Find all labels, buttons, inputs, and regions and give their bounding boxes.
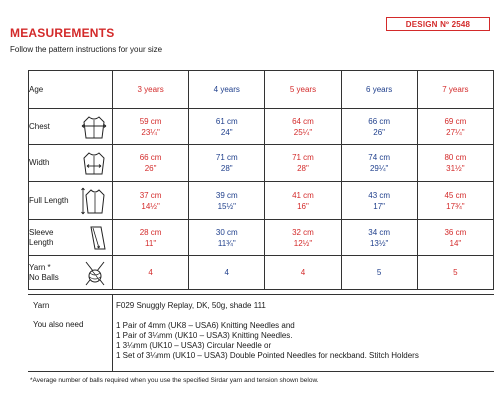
table-row-yarn-balls	[29, 256, 494, 290]
page-subtitle: Follow the pattern instructions for your size	[10, 45, 163, 54]
footnote: *Average number of balls required when you use the specified Sirdar yarn and tension shown below.	[30, 377, 319, 384]
balls-6: 5	[341, 256, 417, 290]
sleeve-icon	[86, 224, 108, 252]
age-label: Age	[29, 71, 113, 109]
width-label: Width	[29, 145, 113, 182]
chest-cm-3: 59 cm	[139, 116, 162, 126]
table-row-width	[29, 145, 494, 182]
also-need-label: You also need	[33, 320, 84, 329]
design-number-badge: DESIGN Nº 2548	[386, 17, 490, 31]
sleeve-length-label: Sleeve Length	[29, 220, 113, 256]
sleeve-cm-3: 28 cm	[139, 227, 162, 237]
measurements-table	[28, 70, 494, 290]
length-cm-7: 45 cm	[444, 190, 467, 200]
balls-5: 4	[265, 256, 341, 290]
chest-label: Chest	[29, 109, 113, 145]
column-divider	[112, 295, 113, 371]
length-in-3: 14½"	[141, 201, 160, 211]
materials-section	[28, 294, 494, 372]
length-cm-3: 37 cm	[139, 190, 162, 200]
sleeve-in-4: 11¾"	[217, 238, 236, 248]
table-row-chest	[29, 109, 494, 145]
table-row-age	[29, 71, 494, 109]
list-item: 1 Set of 3¼mm (UK10 – USA3) Double Pointed Needles for neckband. Stitch Holders	[116, 351, 419, 360]
width-cm-5: 71 cm	[292, 153, 314, 162]
yarn-label: Yarn	[33, 301, 50, 310]
width-cm-4: 71 cm	[215, 153, 238, 162]
balls-3: 4	[113, 256, 189, 290]
chest-cm-5: 64 cm	[292, 116, 314, 126]
sleeve-in-6: 13½"	[369, 238, 389, 248]
sleeve-in-7: 14"	[449, 238, 462, 248]
sleeve-in-3: 11"	[145, 238, 157, 248]
width-in-6: 29¼"	[369, 164, 389, 173]
width-in-4: 28"	[220, 164, 233, 173]
chest-sweater-icon	[80, 114, 108, 140]
width-cm-3: 66 cm	[139, 153, 162, 162]
length-in-6: 17"	[373, 201, 386, 211]
table-row-full-length	[29, 182, 494, 220]
length-in-4: 15½"	[217, 201, 236, 211]
width-in-7: 31½"	[446, 164, 465, 173]
chest-in-4: 24"	[220, 127, 233, 137]
sleeve-in-5: 12½"	[293, 238, 313, 248]
chest-cm-4: 61 cm	[215, 116, 238, 126]
chest-cm-7: 69 cm	[444, 116, 467, 126]
width-cm-6: 74 cm	[368, 153, 391, 162]
width-sweater-icon	[80, 150, 108, 176]
size-4-years: 4 years	[189, 71, 265, 109]
chest-in-7: 27¼"	[446, 127, 465, 137]
yarn-ball-needles-icon	[82, 259, 108, 287]
width-cm-7: 80 cm	[444, 153, 467, 162]
length-cm-4: 39 cm	[215, 190, 238, 200]
list-item: 1 Pair of 3¼mm (UK10 – USA3) Knitting Needles.	[116, 331, 293, 340]
full-length-label: Full Length	[29, 182, 113, 220]
sleeve-cm-7: 36 cm	[444, 227, 467, 237]
sleeve-cm-6: 34 cm	[368, 227, 391, 237]
yarn-value: F029 Snuggly Replay, DK, 50g, shade 111	[116, 301, 266, 310]
length-cm-6: 43 cm	[368, 190, 391, 200]
width-in-3: 26"	[144, 164, 157, 173]
yarn-balls-label: Yarn * No Balls	[29, 256, 113, 290]
list-item: 1 Pair of 4mm (UK8 – USA6) Knitting Needles and	[116, 321, 295, 330]
list-item: 1 3¼mm (UK10 – USA3) Circular Needle or	[116, 341, 272, 350]
table-row-sleeve-length	[29, 220, 494, 256]
length-in-5: 16"	[297, 201, 309, 211]
page-title: MEASUREMENTS	[10, 26, 115, 40]
balls-7: 5	[417, 256, 493, 290]
chest-in-5: 25¼"	[293, 127, 313, 137]
chest-in-6: 26"	[373, 127, 386, 137]
chest-in-3: 23¼"	[141, 127, 160, 137]
size-3-years: 3 years	[113, 71, 189, 109]
sleeve-cm-4: 30 cm	[215, 227, 238, 237]
length-sweater-icon	[80, 186, 108, 216]
size-7-years: 7 years	[417, 71, 493, 109]
size-6-years: 6 years	[341, 71, 417, 109]
width-in-5: 28"	[297, 164, 309, 173]
chest-cm-6: 66 cm	[368, 116, 391, 126]
length-cm-5: 41 cm	[292, 190, 314, 200]
needles-list	[116, 321, 419, 361]
length-in-7: 17¾"	[446, 201, 465, 211]
sleeve-cm-5: 32 cm	[292, 227, 314, 237]
size-5-years: 5 years	[265, 71, 341, 109]
balls-4: 4	[189, 256, 265, 290]
